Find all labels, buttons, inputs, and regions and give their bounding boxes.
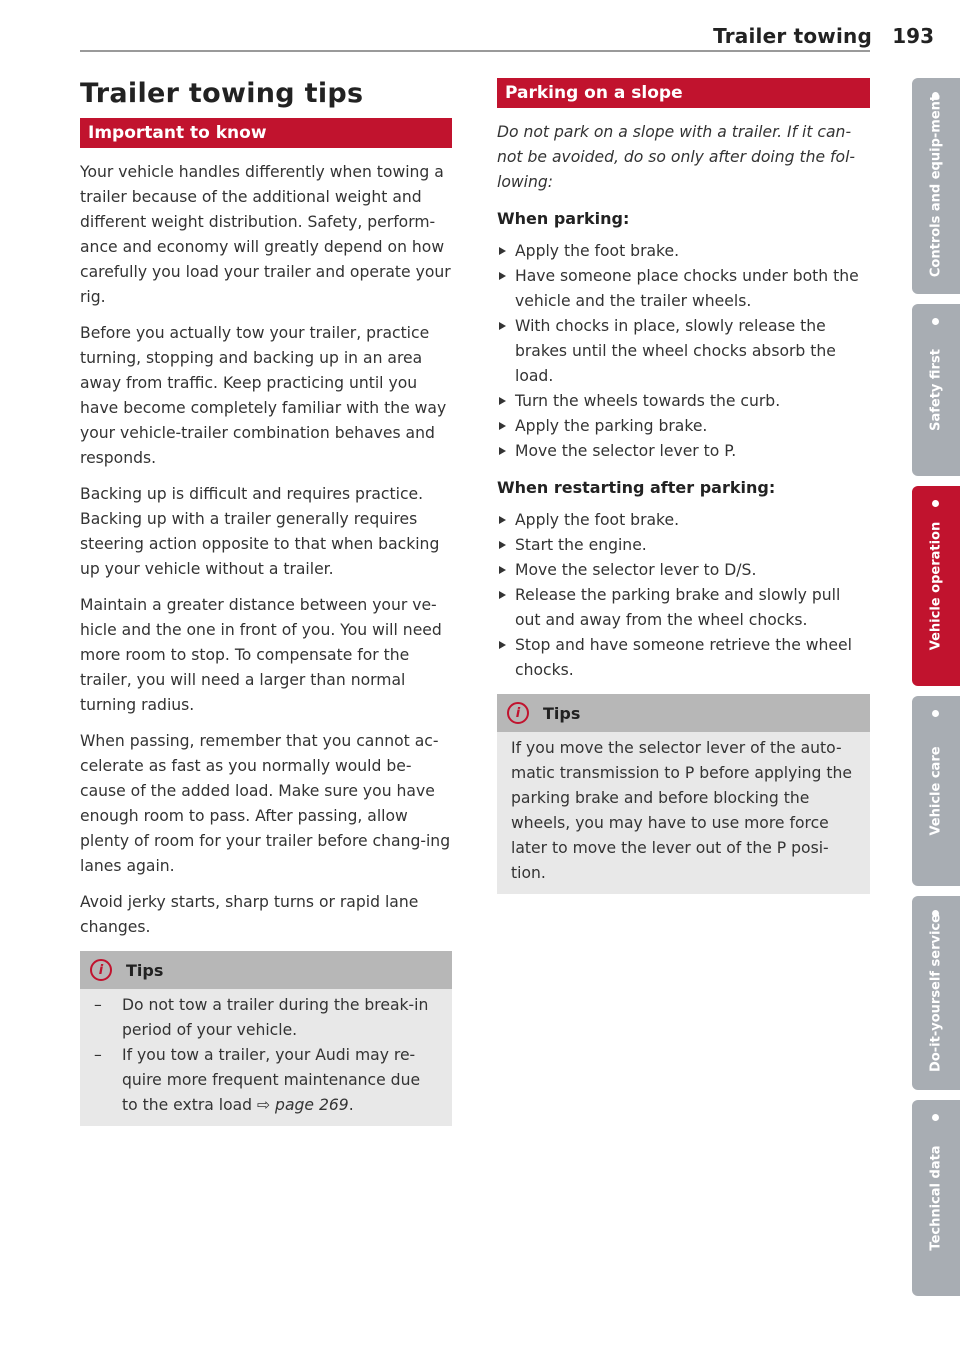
tab-label: Controls and equip-ment xyxy=(928,94,944,278)
left-column xyxy=(80,78,452,1126)
section-title: Trailer towing tips xyxy=(80,78,364,109)
tips-body xyxy=(497,732,870,894)
page-reference-link[interactable]: ⇨ page 269 xyxy=(257,1096,349,1114)
step-item: Turn the wheels towards the curb. xyxy=(497,389,870,414)
tips-item: – Do not tow a trailer during the break-in period of your vehicle. xyxy=(94,993,438,1043)
tab-label: Technical data xyxy=(928,1145,944,1251)
tab-label: Vehicle care xyxy=(928,746,944,836)
parking-heading: When parking: xyxy=(497,209,630,228)
paragraph: Your vehicle handles differently when towing a trailer because of the additional weight and different weight distribution. Safety, perform-ance and economy will greatly depend on how carefully you load your trailer and operate your rig. xyxy=(80,163,451,306)
step-item: Have someone place chocks under both the vehicle and the trailer wheels. xyxy=(497,264,870,314)
step-item: Release the parking brake and slowly pull out and away from the wheel chocks. xyxy=(497,583,870,633)
bullet-icon xyxy=(932,710,939,717)
tips-item-end: . xyxy=(348,1096,354,1114)
header-rule xyxy=(80,50,870,52)
paragraph: Backing up is difficult and requires practice. Backing up with a trailer generally requires steering action opposite to that when backing up your vehicle without a trailer. xyxy=(80,485,440,578)
tab-label: Safety first xyxy=(928,349,944,431)
paragraph: When passing, remember that you cannot ac-celerate as fast as you normally would be-cause of the added load. Make sure you have enough room to pass. After passing, allow plenty of room for your trailer before chang-ing lanes again. xyxy=(80,732,451,875)
step-item: With chocks in place, slowly release the brakes until the wheel chocks absorb the load. xyxy=(497,314,870,389)
tab-label: Do-it-yourself service xyxy=(928,914,944,1072)
tips-item xyxy=(94,1043,438,1118)
parking-steps xyxy=(497,239,870,464)
step-item: Move the selector lever to P. xyxy=(497,439,870,464)
tips-label: Tips xyxy=(126,960,164,980)
paragraph: Maintain a greater distance between your ve-hicle and the one in front of you. You will need more room to stop. To compensate for the trailer, you will need a larger than normal turning radius. xyxy=(80,596,442,714)
bullet-icon xyxy=(932,318,939,325)
restart-heading: When restarting after parking: xyxy=(497,478,776,497)
tips-box-right xyxy=(497,694,870,894)
step-item: Start the engine. xyxy=(497,533,870,558)
step-item: Stop and have someone retrieve the wheel chocks. xyxy=(497,633,870,683)
info-icon: i xyxy=(90,959,112,981)
bullet-icon xyxy=(932,500,939,507)
paragraph: Before you actually tow your trailer, practice turning, stopping and backing up in an area away from traffic. Keep practicing until you have become completely familiar with the way your vehicle-trailer combination behaves and responds. xyxy=(80,324,447,467)
tips-box-left xyxy=(80,951,452,1126)
tab-vehicle-care[interactable] xyxy=(912,696,960,886)
tips-body xyxy=(80,989,452,1126)
tab-controls-and-equipment[interactable] xyxy=(912,78,960,294)
step-item: Apply the foot brake. xyxy=(497,508,870,533)
tab-do-it-yourself-service[interactable] xyxy=(912,896,960,1090)
step-item: Move the selector lever to D/S. xyxy=(497,558,870,583)
tab-label: Vehicle operation xyxy=(928,521,944,651)
info-icon: i xyxy=(507,702,529,724)
tips-item-text: If you tow a trailer, your Audi may re-quire more frequent maintenance due to the extra load xyxy=(122,1046,421,1114)
tips-header xyxy=(497,694,870,732)
intro-paragraph: Do not park on a slope with a trailer. If it can-not be avoided, do so only after doing the fol-lowing: xyxy=(497,123,856,191)
tab-vehicle-operation[interactable] xyxy=(912,486,960,686)
tips-header xyxy=(80,951,452,989)
restart-steps xyxy=(497,508,870,683)
paragraph: Avoid jerky starts, sharp turns or rapid lane changes. xyxy=(80,893,419,936)
tips-text: If you move the selector lever of the auto-matic transmission to P before applying the parking brake and before blocking the wheels, you may have to use more force later to move the lever out of the P posi-tion. xyxy=(511,739,852,882)
tab-safety-first[interactable] xyxy=(912,304,960,476)
tips-label: Tips xyxy=(543,703,581,723)
tab-technical-data[interactable] xyxy=(912,1100,960,1296)
subsection-bar-slope: Parking on a slope xyxy=(497,78,870,108)
page-number: 193 xyxy=(892,24,934,48)
step-item: Apply the foot brake. xyxy=(497,239,870,264)
subsection-bar-important: Important to know xyxy=(80,118,452,148)
right-column xyxy=(497,78,870,894)
bullet-icon xyxy=(932,1114,939,1121)
step-item: Apply the parking brake. xyxy=(497,414,870,439)
running-header: Trailer towing xyxy=(713,24,872,48)
